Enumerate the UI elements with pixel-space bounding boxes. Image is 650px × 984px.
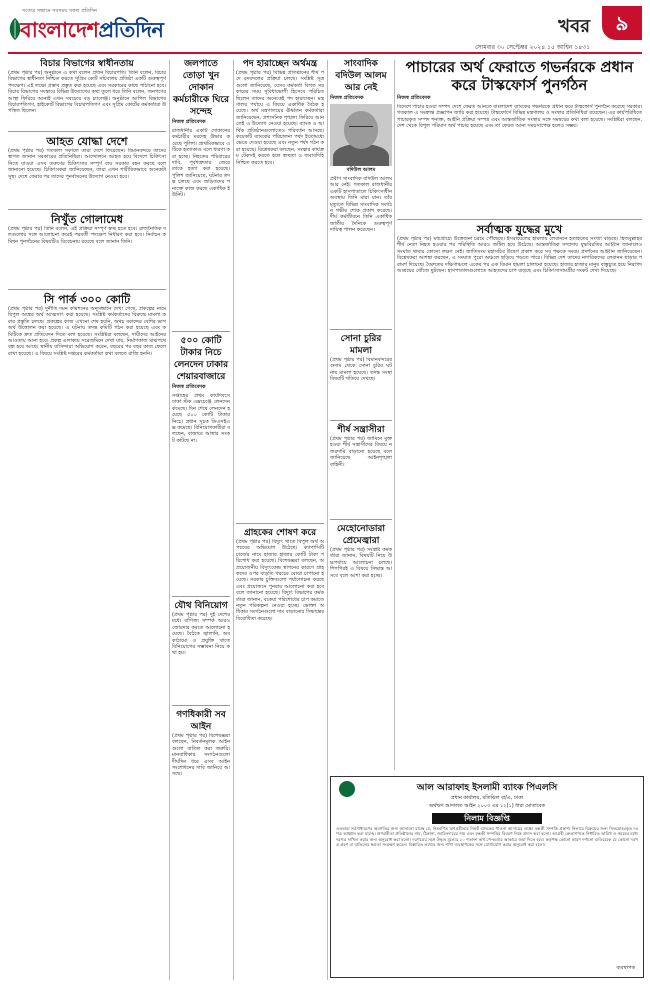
masthead [0, 0, 650, 54]
article-body: বিদেশে পাচার হওয়া সম্পদ দেশে ফেরত আনতে বাংলাদেশ ব্যাংকের গভর্নরকে প্রধান করে টাস্কফোর্স পুনর্গঠন করেছে সরকার। গতকাল এ সংক্রান্ত প্রজ্ঞাপন জারি করা হয়েছে। টাস্কফোর্সে বিভিন্ন মন্ত্রণালয় ও সংস্থার প্রতিনিধিরা রয়েছেন। এর কার্যপরিধিতে পাচারকৃত সম্পদ শনাক্ত, আইনি প্রক্রিয়া সম্পন্ন এবং আন্তর্জাতিক সংস্থার সঙ্গে সমন্বয়ের কথা বলা হয়েছে। সংশ্লিষ্টরা বলছেন, দেশ থেকে বিপুল পরিমাণ অর্থ পাচার হয়েছে এবং তা ফেরত আনা সময়সাপেক্ষ হলেও সম্ভব। [397, 104, 642, 130]
divider [172, 705, 230, 706]
article-body: (প্রথম পৃষ্ঠার পর) সংশ্লিষ্ট কর্মকর্তারা জানান, বিষয়টি নিয়ে উচ্চপর্যায়ে আলোচনা চলছে। শিগগিরই এ বিষয়ে সিদ্ধান্ত আসবে বলে আশা করা হচ্ছে। [330, 547, 392, 579]
portrait-photo [330, 104, 392, 166]
column-divider [233, 60, 234, 980]
article-body: (প্রথম পৃষ্ঠার পর) মধ্যপ্রাচ্যে উত্তেজনা চরমে পৌঁছেছে। ইসরায়েলের হামলায় লেবাননে হতাহতের সংখ্যা বাড়ছে। হিজবুল্লাহর শীর্ষ নেতা নিহত হওয়ার পর পরিস্থিতি আরও জটিল হয়ে উঠেছে। আন্তর্জাতিক সম্প্রদায় যুদ্ধবিরতির আহ্বান জানালেও সংঘাত থামার কোনো লক্ষণ নেই। জাতিসংঘ মহাসচিব উদ্বেগ প্রকাশ করে সব পক্ষকে সংযম প্রদর্শনের আহ্বান জানিয়েছেন। বিশ্লেষকরা আশঙ্কা করছেন, এ সংঘাত পুরো অঞ্চলে ছড়িয়ে পড়তে পারে। বিভিন্ন দেশ তাদের নাগরিকদের লেবানন ছাড়ার পরামর্শ দিয়েছে। বৈরুতের দক্ষিণাঞ্চলে একের পর এক বিমান হামলা চালানো হয়েছে। হাজার হাজার মানুষ বাস্তুচ্যুত হয়ে নিরাপদ আশ্রয়ের খোঁজে ছুটছেন। হাসপাতালগুলোতে আহতদের চাপ বাড়ছে এবং চিকিৎসাসামগ্রীর সংকট দেখা দিয়েছে। [397, 236, 642, 275]
article-body: প্রবীণ সাংবাদিক বদিউল আলম আর নেই। গতকাল রাজধানীর একটি হাসপাতালে চিকিৎসাধীন অবস্থায় তিনি মারা যান। তাঁর মৃত্যুতে বিভিন্ন সাংবাদিক সংগঠন গভীর শোক প্রকাশ করেছে। দীর্ঘ কর্মজীবনে তিনি একাধিক জাতীয় দৈনিকে গুরুত্বপূর্ণ দায়িত্ব পালন করেছেন। [330, 176, 392, 234]
article-sea-park [8, 293, 166, 866]
headline: যৌথ বিনিয়োগ [174, 601, 228, 611]
article-journalist-obituary [330, 58, 392, 326]
article-losing-posts [236, 58, 324, 520]
byline: নিজস্ব প্রতিবেদক [172, 384, 206, 390]
paper-name-part2: প্রতিদিন [98, 17, 164, 42]
headline: শীর্ষ সন্ত্রাসীরা [337, 425, 385, 435]
bank-logo-icon [339, 781, 355, 797]
article-shop-employee [172, 58, 230, 328]
headline: গণধিকারী সব আইন [176, 710, 226, 732]
masthead-tagline: সত্যের সন্ধানে সবসময় সকল প্রতিদিন [22, 8, 97, 14]
divider [397, 219, 642, 220]
article-laws [172, 709, 230, 933]
ad-body: এতদ্বারা সর্বসাধারণের অবগতির জন্য জানানো যাচ্ছে যে, নিম্নবর্ণিত ঋণগ্রহীতার নিকট ব্যাংকের পাওনা আদায়ের লক্ষ্যে বন্ধকী সম্পত্তি প্রকাশ্য নিলামে বিক্রয়ের জন্য সিলমোহরকৃত দরপত্র আহ্বান করা যাচ্ছে। ঋণগ্রহীতা প্রতিষ্ঠানের নাম, ঠিকানা, জামিনদারের নাম এবং বন্ধকী সম্পত্তির বিবরণ নিম্নে প্রদান করা হলো। আগ্রহী ক্রেতাগণকে নির্ধারিত তারিখ ও সময়ের মধ্যে দরপত্র দাখিল করার জন্য অনুরোধ করা হলো। দরপত্রের সঙ্গে উদ্ধৃত মূল্যের ২০ শতাংশ অর্থ পে-অর্ডার আকারে জমা দিতে হবে। কর্তৃপক্ষ কোনো কারণ দর্শানো ব্যতিরেকে যে কোনো দরপত্র গ্রহণ বা বাতিলের ক্ষমতা সংরক্ষণ করেন। বিস্তারিত তথ্যের জন্য শাখা ব্যবস্থাপকের সঙ্গে যোগাযোগ করার অনুরোধ করা হলো। [336, 826, 638, 847]
ad-notice-sub: অর্থঋণ আদালত আইন ২০০৩ এর ১২(১) ধারা মোতাবেক [428, 803, 546, 809]
section-title: খবর [558, 16, 590, 37]
byline: নিজস্ব প্রতিবেদক [172, 119, 206, 125]
headline: মেহোনোডারা প্রেমেজ্বারা [337, 524, 385, 546]
divider [236, 523, 324, 524]
dateline-text: সোমবার ৩০ সেপ্টেম্বর ২০২৪ ১৫ আশ্বিন ১৪৩১ [475, 44, 590, 51]
article-body: (প্রথম পৃষ্ঠার পর) দুই দেশের মধ্যে বাণিজ্য সম্পর্ক আরও জোরদার করতে আলোচনা হয়েছে। বৈঠকে জ্বালানি, অবকাঠামো ও প্রযুক্তি খাতে বিনিয়োগের সম্ভাবনা নিয়ে কথা হয়। [172, 612, 230, 657]
article-share-market [172, 335, 230, 593]
byline: নিজস্ব প্রতিবেদক [397, 95, 431, 101]
article-judiciary [8, 58, 166, 128]
column-divider [394, 60, 395, 770]
divider [172, 331, 230, 332]
column-divider [169, 60, 170, 980]
headline: সর্বাত্মক যুদ্ধের মুখে [476, 223, 563, 236]
article-body: (প্রথম পৃষ্ঠার পর) বিদ্যুৎ খাতে বিপুল অর্থ অপচয়ের অভিযোগ উঠেছে। ক্যাপাসিটি চার্জের নামে হাজার হাজার কোটি টাকা পরিশোধ করা হয়েছে। বিশেষজ্ঞরা বলছেন, অপ্রয়োজনীয় বিদ্যুৎকেন্দ্র স্থাপনের কারণে গ্রাহকদের ওপর বাড়তি খরচের বোঝা চাপানো হয়েছে। সরকার চুক্তিগুলো পর্যালোচনা করছে এবং প্রয়োজনে পুনরায় আলোচনা করা হবে বলে জানানো হয়েছে। বিদ্যুৎ বিভাগের কর্মকর্তারা জানান, বকেয়া পরিশোধের চাপ কমাতে নতুন পরিকল্পনা নেওয়া হচ্ছে। ভোক্তা অধিকার সংগঠনগুলো দাম বাড়ানোর সিদ্ধান্তের বিরোধিতা করেছে। [236, 539, 324, 622]
ad-bank-name: আল আরাফাহ ইসলামী ব্যাংক পিএলসি [416, 783, 558, 793]
column-4 [330, 58, 392, 773]
headline: সাংবাদিক বদিউল আলম আর নেই [335, 59, 387, 93]
page-number-badge: ৯ [602, 6, 642, 40]
headline: বিচার বিভাগের স্বাধীনতায় [40, 59, 134, 69]
ad-address: প্রধান কার্যালয়, মতিঝিল বা/এ, ঢাকা [450, 795, 524, 801]
article-gold-theft [330, 333, 392, 417]
masthead-rule [8, 52, 642, 54]
divider [172, 596, 230, 597]
headline: জলপাতে তোড়া খুন দোকান কর্মচারীকে ঘিরে সন্দেহ [172, 59, 230, 117]
ad-signature: ব্যবস্থাপক [616, 965, 635, 971]
article-body: (প্রথম পৃষ্ঠার পর) অনুষ্ঠানে এ কথা বলেন প্রধান বিচারপতি। তিনি বলেন, বিচার বিভাগের স্বাধীনতা নিশ্চিত করতে সুপ্রিম কোর্ট সচিবালয় প্রতিষ্ঠা একটি গুরুত্বপূর্ণ পদক্ষেপ। এই লক্ষ্যে প্রস্তাব প্রস্তুত করা হয়েছে এবং সরকারের কাছে পাঠানো হবে। বিচার বিভাগের সংস্কারে বিভিন্ন উদ্যোগের কথা তুলে ধরে তিনি বলেন, জনগণের আস্থা ফিরিয়ে আনাই এখন সবচেয়ে বড় চ্যালেঞ্জ। অনুষ্ঠানে আপিল বিভাগের বিচারপতিগণ, হাইকোর্ট বিভাগের বিচারপতিগণ এবং সুপ্রিম কোর্টের কর্মকর্তারা উপস্থিত ছিলেন। [8, 70, 166, 115]
article-body: (প্রথম পৃষ্ঠার পর) বিশেষজ্ঞরা বলছেন, নিবর্তনমূলক আইনগুলো বাতিল করা জরুরি। মানবাধিকার সংগঠনগুলো দীর্ঘদিন ধরে এসব আইন সংশোধনের দাবি জানিয়ে আসছে। [172, 733, 230, 778]
article-all-out-war [397, 223, 642, 756]
ad-title: নিলাম বিজ্ঞপ্তি [432, 813, 542, 824]
article-injured-fighters [8, 135, 166, 206]
lead-headline: পাচারের অর্থ ফেরাতে গভর্নরকে প্রধান করে টাস্কফোর্স পুনর্গঠন [405, 58, 634, 94]
column-3 [236, 58, 324, 978]
divider [8, 209, 166, 210]
headline: সি পার্ক ৩০০ কোটি [43, 293, 131, 306]
dateline [0, 42, 650, 52]
column-divider [327, 60, 328, 980]
paper-name-part1: বাংলাদেশ [20, 17, 99, 42]
divider [330, 329, 392, 330]
auction-notice-ad [330, 776, 644, 978]
divider [8, 131, 166, 132]
byline: নিজস্ব প্রতিবেদক [330, 95, 364, 101]
article-terrorists [330, 424, 392, 516]
article-misc [330, 523, 392, 727]
article-money-laundering-taskforce [397, 58, 642, 216]
article-body: সপ্তাহের প্রথম কার্যদিবসে ঢাকা স্টক এক্সচেঞ্জে লেনদেন কমেছে। দিন শেষে লেনদেন হয়েছে ৫০০ কোটি টাকার নিচে। প্রধান সূচক ডিএসইএক্স কমেছে। বিনিয়োগকারীরা বলছেন, বাজারে আস্থার সংকট কাটছে না। [172, 393, 230, 444]
divider [8, 289, 166, 290]
article-body: (প্রথম পৃষ্ঠার পর) বিমানবন্দরের গুদাম থেকে সোনা চুরির ঘটনায় মামলা হয়েছে। তদন্ত সংস্থা বিষয়টি খতিয়ে দেখছে। [330, 357, 392, 383]
photo-caption: বদিউল আলম [346, 167, 376, 173]
article-flawless [8, 213, 166, 286]
article-body: (প্রথম পৃষ্ঠার পর) বিভিন্ন প্রতিষ্ঠানের শীর্ষ পদে রদবদলের প্রক্রিয়া চলছে। সংশ্লিষ্ট সূত্রগুলো জানিয়েছে, যেসব কর্মকর্তা বিগত সরকারের সময় সুবিধাভোগী হিসেবে পরিচিত ছিলেন তাদের অনেকেই পদ হারাচ্ছেন। মন্ত্রণালয় পর্যায়ে এ বিষয়ে একাধিক বৈঠক হয়েছে। অর্থ মন্ত্রণালয়ের ঊর্ধ্বতন কর্মকর্তারা জানিয়েছেন, প্রশাসনিক শৃঙ্খলা ফিরিয়ে আনতেই এ উদ্যোগ নেওয়া হয়েছে। ব্যাংক ও আর্থিক প্রতিষ্ঠানগুলোতেও পরিবর্তন আসছে। কয়েকটি ব্যাংকের পরিচালনা পর্ষদ ইতোমধ্যে ভেঙে দেওয়া হয়েছে এবং নতুন পর্ষদ গঠন করা হয়েছে। বিশ্লেষকরা বলছেন, সংস্কার কার্যক্রম টেকসই করতে হলে স্বচ্ছতা ও জবাবদিহি নিশ্চিত করতে হবে। [236, 70, 324, 166]
divider [330, 420, 392, 421]
headline: ৫০০ কোটি টাকার নিচে লেনদেন ঢাকার শেয়ারবাজারে [173, 336, 229, 382]
article-joint-investment [172, 600, 230, 702]
article-body: (প্রথম পৃষ্ঠার পর) দুর্নীতি দমন কমিশনের অনুসন্ধানে দেখা গেছে, প্রকল্পের নামে বিপুল অঙ্কের অর্থ আত্মসাৎ করা হয়েছে। সংশ্লিষ্ট কর্মকর্তাদের বিরুদ্ধে মামলা করার প্রস্তুতি চলছে। প্রকল্পের কাজ এখনো শেষ হয়নি, অথচ বরাদ্দের বেশির ভাগ অর্থ উত্তোলন করা হয়েছে। এ ঘটনায় তদন্ত কমিটি গঠন করা হয়েছে এবং কমিটিকে দ্রুত প্রতিবেদন দিতে বলা হয়েছে। সংশ্লিষ্টরা বলছেন, দায়ীদের আইনের আওতায় আনা হবে। প্রকল্প এলাকায় সরেজমিনে দেখা যায়, নির্মাণকাজ মাঝপথে বন্ধ হয়ে আছে। স্থানীয় বাসিন্দারা অভিযোগ করেন, বছরের পর বছর কাজ ফেলে রাখা হয়েছে। এ বিষয়ে সংশ্লিষ্ট দপ্তরের কর্মকর্তারা কথা বলতে রাজি হননি। [8, 306, 166, 357]
article-body: (প্রথম পৃষ্ঠার পর) তিনি বলেন, এই প্রক্রিয়া সম্পূর্ণ স্বচ্ছ হতে হবে। রাজনৈতিক দলগুলোর সঙ্গে আলোচনা করেই পরবর্তী পদক্ষেপ নির্ধারণ করা হবে। নির্বাচন কমিশন পুনর্গঠনের বিষয়টিও বিবেচনায় রয়েছে বলে জানান তিনি। [8, 226, 166, 245]
column-5 [397, 58, 642, 773]
article-body: (প্রথম পৃষ্ঠার পর) জামিনে মুক্ত হওয়া শীর্ষ সন্ত্রাসীদের বিষয়ে নজরদারি বাড়ানো হয়েছে বলে জানিয়েছে আইনশৃঙ্খলা বাহিনী। [330, 436, 392, 468]
headline: নিখুঁত গোলামেধ [51, 213, 123, 226]
article-customer-exploitation [236, 527, 324, 978]
article-body: (প্রথম পৃষ্ঠার পর) গতকাল সকালে তারা দেশে ফিরেছেন। বিমানবন্দরে তাদের স্বাগত জানান সরকারের প্রতিনিধিরা। আন্দোলনে আহত হয়ে বিদেশে চিকিৎসা নিতে যাওয়া এসব তরুণের চিকিৎসার সম্পূর্ণ ব্যয় সরকার বহন করছে বলে জানানো হয়েছে। চিকিৎসকরা জানিয়েছেন, তারা এখন শারীরিকভাবে অনেকটা সুস্থ। দেশে ফেরার পর তাদের পুনর্বাসনের উদ্যোগ নেওয়া হবে। [8, 148, 166, 180]
column-1 [8, 58, 166, 978]
column-2 [172, 58, 230, 978]
headline: আহত যোদ্ধা দেশে [46, 135, 128, 148]
headline: পদ হারাচ্ছেন অর্থমন্ত্র [242, 59, 318, 69]
headline: গ্রাহকের শোষণ করে [243, 528, 317, 538]
divider [330, 519, 392, 520]
article-body: রাজধানীর একটি দোকানের কর্মচারীর মরদেহ উদ্ধার করেছে পুলিশ। প্রাথমিকভাবে এটিকে হত্যাকাণ্ড বলে ধারণা করা হচ্ছে। নিহতের পরিবারের দাবি, পূর্বশত্রুতার জেরে তাকে হত্যা করা হয়েছে। পুলিশ জানিয়েছে, ঘটনার তদন্ত চলছে এবং জড়িতদের শনাক্তে কাজ করছে একাধিক ইউনিট। [172, 128, 230, 199]
headline: সোনা চুরির মামলা [340, 334, 382, 356]
